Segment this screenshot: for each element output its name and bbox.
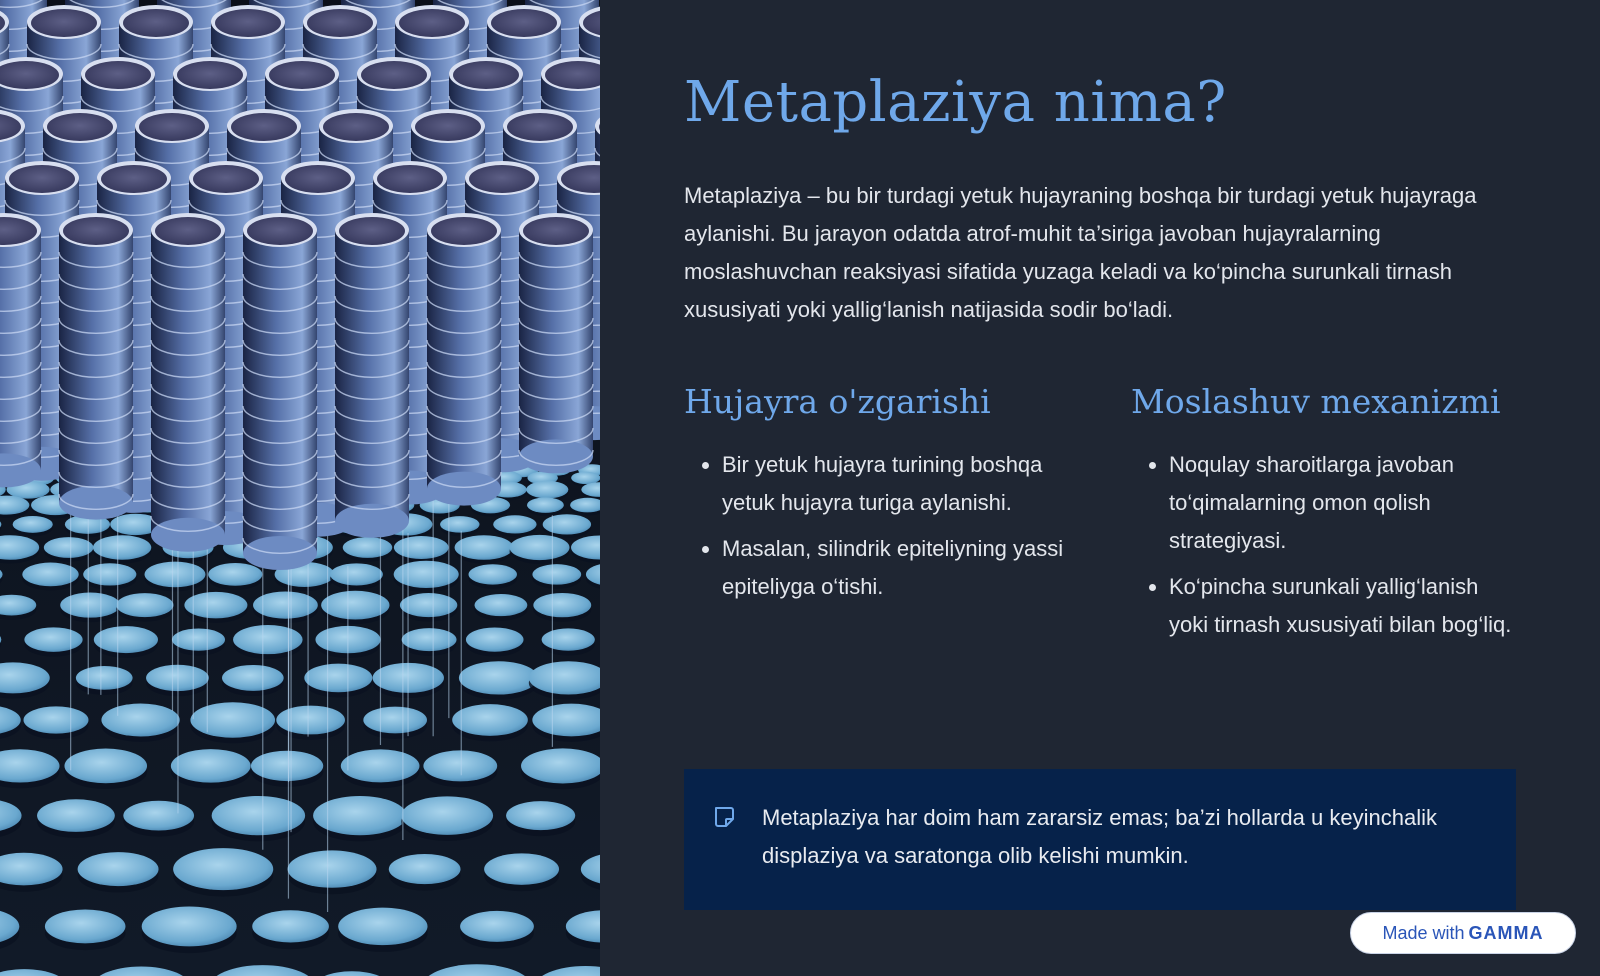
cells-illustration <box>0 0 600 976</box>
section-cell-change <box>684 380 1084 614</box>
section-adaptation <box>1131 380 1516 652</box>
section-heading: Moslashuv mexanizmi <box>1131 382 1501 421</box>
list-item: • Ko‘pincha surunkali yallig‘lanish yoki tirnash xususiyati bilan bog‘liq. <box>1169 568 1516 644</box>
page-title: Metaplaziya nima? <box>684 70 1227 135</box>
note-text: Metaplaziya har doim ham zararsiz emas; ba’zi hollarda u keyinchalik displaziya va saratonga olib kelishi mumkin. <box>762 805 1437 868</box>
gamma-logo: GAMMA <box>1468 922 1544 943</box>
list-item: • Noqulay sharoitlarga javoban to‘qimalarning omon qolish strategiyasi. <box>1169 446 1516 560</box>
intro-paragraph: Metaplaziya – bu bir turdagi yetuk hujayraning boshqa bir turdagi yetuk hujayraga aylanishi. Bu jarayon odatda atrof-muhit ta’siriga javoban hujayralarning moslashuvchan reaksiyasi sifatida yuzaga keladi va ko‘pincha surunkali tirnash xususiyati yoki yallig‘lanish natijasida sodir bo‘ladi. <box>684 183 1477 322</box>
badge-prefix: Made with <box>1382 922 1465 943</box>
hero-image <box>0 0 600 976</box>
list-item: • Masalan, silindrik epiteliyning yassi epiteliyga o‘tishi. <box>722 530 1084 606</box>
note-icon <box>712 805 736 834</box>
bullet-list <box>684 446 1084 606</box>
made-with-gamma-badge[interactable] <box>1350 912 1576 954</box>
bullet-list <box>1131 446 1516 644</box>
section-heading: Hujayra o'zgarishi <box>684 382 991 421</box>
note-callout <box>684 769 1516 910</box>
list-item: • Bir yetuk hujayra turining boshqa yetuk hujayra turiga aylanishi. <box>722 446 1084 522</box>
